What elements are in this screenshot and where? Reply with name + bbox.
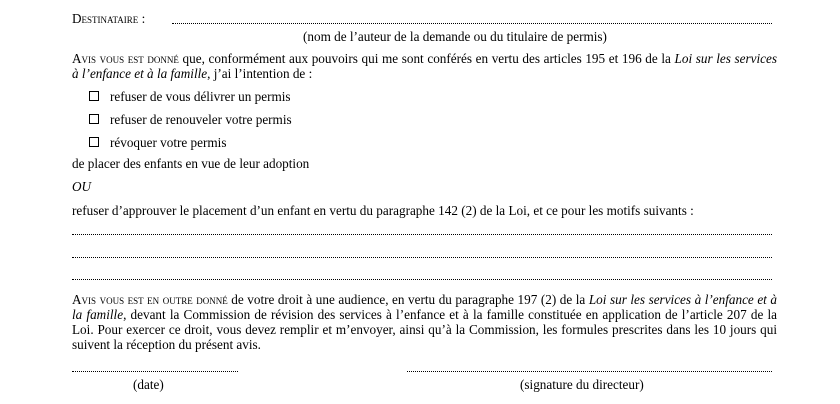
hearing-lead: Avis vous est en outre donné xyxy=(72,292,228,307)
option-refuse-renew-checkbox[interactable] xyxy=(89,114,99,124)
option-revoke-checkbox[interactable] xyxy=(89,137,99,147)
notice-text-a: que, conformément aux pouvoirs qui me sont conférés en vertu des articles 195 et 196 de la xyxy=(178,51,675,66)
option-revoke-label: révoquer votre permis xyxy=(110,135,227,150)
or-separator: OU xyxy=(72,179,92,194)
hearing-paragraph xyxy=(72,292,777,352)
notice-lead: Avis vous est donné xyxy=(72,51,179,66)
recipient-name-field[interactable] xyxy=(172,23,772,24)
refuse-placement-line: refuser d’approuver le placement d’un enfant en vertu du paragraphe 142 (2) de la Loi, et ce pour les motifs suivants : xyxy=(72,203,694,218)
notice-paragraph xyxy=(72,51,777,81)
notice-text-b: , j’ai l’intention de : xyxy=(207,66,313,81)
hearing-text-a: de votre droit à une audience, en vertu du paragraphe 197 (2) de la xyxy=(227,292,589,307)
reasons-line-3[interactable] xyxy=(72,279,772,280)
reasons-line-2[interactable] xyxy=(72,257,772,258)
notice-law-title: Loi sur les services à l’enfance et à la famille xyxy=(72,51,778,81)
hearing-law-title: Loi sur les services à l’enfance et à la famille xyxy=(72,292,777,322)
option-refuse-permit-label: refuser de vous délivrer un permis xyxy=(110,89,291,104)
reasons-line-1[interactable] xyxy=(72,234,772,235)
adoption-line: de placer des enfants en vue de leur adoption xyxy=(72,156,310,171)
option-refuse-permit-checkbox[interactable] xyxy=(89,91,99,101)
date-label: (date) xyxy=(133,377,164,392)
hearing-text-b: , devant la Commission de révision des services à l’enfance et à la famille constituée en application de l’article 207 de la Loi. Pour exercer ce droit, vous devez remplir et m’envoyer, ainsi qu’à la Commission, les formules prescrites dans les 10 jours qui suivent la réception du présent avis. xyxy=(72,307,778,352)
signature-field[interactable] xyxy=(407,371,772,372)
date-field[interactable] xyxy=(72,371,238,372)
signature-label: (signature du directeur) xyxy=(520,377,644,392)
recipient-label: Destinataire : xyxy=(72,11,146,26)
option-refuse-renew-label: refuser de renouveler votre permis xyxy=(110,112,292,127)
recipient-hint: (nom de l’auteur de la demande ou du titulaire de permis) xyxy=(303,29,607,44)
